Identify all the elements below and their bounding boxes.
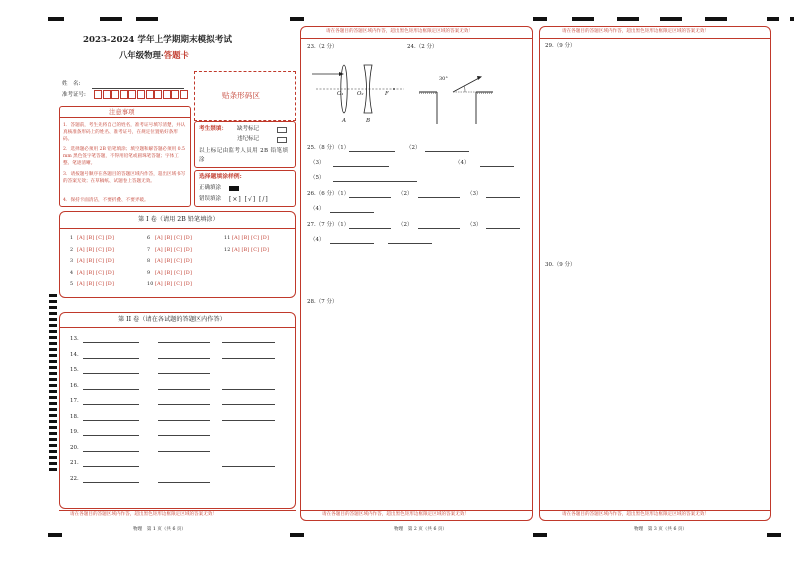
answer-line[interactable] bbox=[83, 404, 139, 405]
answer-line[interactable] bbox=[83, 389, 139, 390]
mc-option-bubbles[interactable]: [A] [B] [C] [D] bbox=[155, 282, 193, 287]
timing-mark bbox=[49, 426, 57, 429]
answer-line[interactable] bbox=[418, 197, 460, 198]
answer-line[interactable] bbox=[158, 389, 210, 390]
alignment-mark-top bbox=[572, 17, 594, 21]
page2-footer-notice: 请在各题目的答题区域内作答，超出黑色矩形边框限定区域的答案无效！ bbox=[322, 512, 470, 517]
mc-option-bubbles[interactable]: [A] [B] [C] [D] bbox=[77, 282, 115, 287]
subject-label: 八年级物理 bbox=[119, 50, 161, 60]
timing-mark bbox=[49, 360, 57, 363]
exam-subtitle bbox=[119, 51, 189, 59]
timing-mark bbox=[49, 396, 57, 399]
sub-question-label: （3） bbox=[467, 191, 482, 197]
question-30: 30.（9 分） bbox=[545, 262, 576, 268]
mc-question-row[interactable] bbox=[70, 271, 114, 276]
sub-question-label: 26.（6 分）（1） bbox=[307, 191, 350, 197]
alignment-mark-top bbox=[660, 17, 682, 21]
timing-mark bbox=[49, 354, 57, 357]
absent-mark-label: 缺考标记 bbox=[237, 126, 260, 132]
question-28: 28.（7 分） bbox=[307, 299, 338, 305]
mc-question-number: 11 bbox=[224, 236, 231, 241]
id-digit-cell[interactable] bbox=[137, 90, 145, 99]
answer-line[interactable] bbox=[330, 243, 374, 244]
sub-question-label: （2） bbox=[398, 191, 413, 197]
mc-question-number: 6 bbox=[147, 236, 151, 241]
figure-23-lenses bbox=[306, 56, 406, 128]
alignment-mark-top bbox=[767, 17, 779, 21]
answer-line[interactable] bbox=[83, 435, 139, 436]
timing-mark bbox=[49, 312, 57, 315]
student-id-label: 准考证号: bbox=[62, 92, 86, 98]
answer-line[interactable] bbox=[222, 404, 275, 405]
mc-question-row[interactable] bbox=[224, 248, 269, 253]
mc-question-row[interactable] bbox=[147, 271, 192, 276]
answer-line[interactable] bbox=[222, 342, 275, 343]
fill-sample-title: 选择题填涂样例: bbox=[199, 174, 242, 180]
part1-title: 第 I 卷（请用 2B 铅笔填涂） bbox=[138, 216, 219, 223]
id-digit-cell[interactable] bbox=[171, 90, 179, 99]
answer-line[interactable] bbox=[83, 342, 139, 343]
name-field[interactable] bbox=[92, 88, 184, 89]
timing-mark bbox=[49, 306, 57, 309]
fill-question-number: 20. bbox=[70, 444, 79, 451]
fill-question-number: 17. bbox=[70, 398, 79, 404]
exam-title: 2023-2024 学年上学期期末模拟考试 bbox=[83, 35, 232, 45]
answer-line[interactable] bbox=[222, 466, 275, 467]
mc-question-number: 10 bbox=[147, 282, 154, 287]
notice-item: 1．答题前，考生先将自己的姓名，准考证号填写清楚，并认真核准条形码上的姓名、准考证号，在规定位置贴好条形码。 bbox=[63, 123, 186, 143]
answer-line[interactable] bbox=[158, 435, 210, 436]
question-23: 23.（2 分） bbox=[307, 44, 338, 50]
answer-line[interactable] bbox=[158, 358, 210, 359]
fill-question-number: 22. bbox=[70, 475, 79, 482]
mc-question-row[interactable] bbox=[147, 248, 192, 253]
alignment-mark-bottom bbox=[533, 533, 547, 537]
mc-question-number: 5 bbox=[70, 282, 74, 287]
fill-question-number: 15. bbox=[70, 367, 79, 373]
answer-line[interactable] bbox=[158, 373, 210, 374]
mc-question-row[interactable] bbox=[70, 236, 114, 241]
alignment-mark-bottom bbox=[290, 533, 304, 537]
answer-line[interactable] bbox=[388, 243, 432, 244]
barcode-label: 贴条形码区 bbox=[222, 91, 260, 100]
id-digit-cell[interactable] bbox=[120, 90, 128, 99]
page-footer-3: 物理 第 3 页（共 6 页） bbox=[634, 527, 688, 532]
sub-question-label: （3） bbox=[467, 222, 482, 228]
mc-question-row[interactable] bbox=[147, 259, 192, 264]
mc-question-row[interactable] bbox=[70, 282, 114, 287]
subtitle-separator: · bbox=[160, 50, 164, 60]
mc-question-number: 2 bbox=[70, 247, 74, 253]
timing-mark bbox=[49, 432, 57, 435]
id-digit-cell[interactable] bbox=[128, 90, 136, 99]
part1-divider bbox=[59, 228, 296, 229]
answer-line[interactable] bbox=[83, 451, 139, 452]
alignment-mark-top bbox=[48, 17, 64, 21]
fill-question-number: 18. bbox=[70, 413, 79, 420]
mc-option-bubbles[interactable]: [A] [B] [C] [D] bbox=[232, 247, 270, 253]
timing-mark bbox=[49, 462, 57, 465]
timing-mark bbox=[49, 438, 57, 441]
timing-mark bbox=[49, 414, 57, 417]
label-o1: O₁ bbox=[337, 91, 344, 97]
exam-notes-label: 考生禁填： bbox=[199, 126, 227, 132]
timing-mark bbox=[49, 402, 57, 405]
answer-line[interactable] bbox=[330, 212, 374, 213]
timing-mark bbox=[49, 468, 57, 471]
mc-option-bubbles[interactable]: [A] [B] [C] [D] bbox=[155, 236, 193, 241]
part2-footer-divider bbox=[59, 510, 296, 511]
answer-line[interactable] bbox=[158, 342, 210, 343]
answer-line[interactable] bbox=[333, 181, 417, 182]
id-digit-cell[interactable] bbox=[94, 90, 102, 99]
answer-line[interactable] bbox=[83, 466, 139, 467]
sub-question-label: （4） bbox=[310, 206, 325, 212]
timing-mark bbox=[49, 390, 57, 393]
exam-notes-text: 以上标记由监考人员用 2B 铅笔填涂 bbox=[199, 148, 289, 163]
sub-question-label: 27.（7 分）（1） bbox=[307, 222, 350, 228]
mc-option-bubbles[interactable]: [A] [B] [C] [D] bbox=[155, 270, 193, 276]
mc-option-bubbles[interactable]: [A] [B] [C] [D] bbox=[155, 259, 193, 264]
sub-question-label: （4） bbox=[310, 237, 325, 243]
alignment-mark-top bbox=[100, 17, 122, 21]
fill-question-number: 14. bbox=[70, 351, 79, 358]
mc-question-row[interactable] bbox=[70, 259, 114, 264]
answer-line[interactable] bbox=[418, 228, 460, 229]
correct-fill-label: 正确填涂 bbox=[199, 185, 222, 191]
mc-question-number: 9 bbox=[147, 270, 151, 276]
id-digit-cell[interactable] bbox=[163, 90, 171, 99]
id-digit-cell[interactable] bbox=[154, 90, 162, 99]
timing-mark bbox=[49, 444, 57, 447]
timing-mark bbox=[49, 450, 57, 453]
notice-title: 注意事项 bbox=[109, 108, 135, 116]
mc-option-bubbles[interactable]: [A] [B] [C] [D] bbox=[77, 259, 115, 264]
fill-question-number: 13. bbox=[70, 336, 79, 342]
answer-line[interactable] bbox=[222, 420, 275, 421]
mc-option-bubbles[interactable]: [A] [B] [C] [D] bbox=[77, 247, 115, 253]
fill-question-number: 21. bbox=[70, 460, 79, 466]
page3-footer-notice: 请在各题目的答题区域内作答，超出黑色矩形边框限定区域的答案无效！ bbox=[562, 512, 710, 517]
label-o2: O₂ bbox=[357, 91, 364, 97]
page2-header-divider bbox=[300, 38, 533, 39]
sub-question-label: （2） bbox=[406, 145, 421, 151]
mc-option-bubbles[interactable]: [A] [B] [C] [D] bbox=[77, 270, 115, 276]
notice-item: 4．保持卡面清洁，不要折叠、不要弄破。 bbox=[63, 198, 149, 203]
timing-mark bbox=[49, 294, 57, 297]
answer-line[interactable] bbox=[158, 420, 210, 421]
fill-question-number: 19. bbox=[70, 429, 79, 435]
question-24: 24.（2 分） bbox=[407, 44, 438, 50]
card-label: 答题卡 bbox=[163, 50, 189, 60]
mc-question-number: 3 bbox=[70, 259, 74, 264]
alignment-mark-top bbox=[290, 17, 304, 21]
answer-line[interactable] bbox=[158, 482, 210, 483]
wrong-fill-label: 错误填涂 bbox=[199, 196, 222, 202]
alignment-mark-top bbox=[705, 17, 727, 21]
page-footer-1: 物理 第 1 页（共 6 页） bbox=[133, 527, 187, 532]
answer-line[interactable] bbox=[83, 420, 139, 421]
answer-line[interactable] bbox=[425, 151, 469, 152]
mc-question-row[interactable] bbox=[224, 236, 269, 241]
page3-header-notice: 请在各题目的答题区域内作答，超出黑色矩形边框限定区域的答案无效！ bbox=[562, 29, 710, 34]
answer-line[interactable] bbox=[222, 389, 275, 390]
mc-question-number: 12 bbox=[224, 247, 231, 253]
timing-mark bbox=[49, 348, 57, 351]
answer-line[interactable] bbox=[480, 166, 514, 167]
answer-line[interactable] bbox=[486, 197, 520, 198]
notice-item: 3．请按题号顺序在各题目的答题区域内作答，超出区域书写的答案无效；在草稿纸、试题卷上答题无效。 bbox=[63, 172, 186, 185]
timing-mark bbox=[49, 372, 57, 375]
timing-mark bbox=[49, 384, 57, 387]
part2-footer-notice: 请在各题目的答题区域内作答，超出黑色矩形边框限定区域的答案无效！ bbox=[70, 512, 218, 517]
label-f: F bbox=[385, 91, 389, 97]
alignment-mark-top bbox=[136, 17, 158, 21]
label-angle: 30° bbox=[439, 76, 448, 82]
answer-line[interactable] bbox=[349, 151, 395, 152]
part2-divider bbox=[59, 327, 296, 328]
page2-footer-divider bbox=[300, 510, 533, 511]
sub-question-label: （3） bbox=[310, 160, 325, 166]
mc-question-number: 8 bbox=[147, 259, 151, 264]
sub-question-label: （2） bbox=[398, 222, 413, 228]
answer-line[interactable] bbox=[83, 482, 139, 483]
id-digit-cell[interactable] bbox=[146, 90, 154, 99]
answer-line[interactable] bbox=[158, 451, 210, 452]
page3-frame bbox=[539, 26, 771, 521]
page3-footer-divider bbox=[539, 510, 771, 511]
timing-mark bbox=[49, 330, 57, 333]
timing-mark bbox=[49, 378, 57, 381]
mc-question-row[interactable] bbox=[147, 282, 192, 287]
part2-title: 第 II 卷（请在各试题的答题区内作答） bbox=[118, 316, 226, 323]
label-lens-a: A bbox=[342, 118, 347, 124]
page-footer-2: 物理 第 2 页（共 6 页） bbox=[394, 527, 448, 532]
answer-line[interactable] bbox=[158, 404, 210, 405]
name-label: 姓 名: bbox=[62, 81, 81, 87]
figure-24-mirrors bbox=[415, 70, 495, 126]
violation-mark-label: 违纪标记 bbox=[237, 136, 260, 142]
answer-line[interactable] bbox=[222, 358, 275, 359]
sub-question-label: （4） bbox=[455, 160, 470, 166]
timing-mark bbox=[49, 300, 57, 303]
timing-mark bbox=[49, 366, 57, 369]
id-digit-cell[interactable] bbox=[180, 90, 188, 99]
fill-question-number: 16. bbox=[70, 382, 79, 389]
timing-mark bbox=[49, 318, 57, 321]
mc-option-bubbles[interactable]: [A] [B] [C] [D] bbox=[155, 247, 193, 253]
answer-line[interactable] bbox=[349, 197, 391, 198]
timing-mark bbox=[49, 408, 57, 411]
alignment-mark-top bbox=[617, 17, 639, 21]
wrong-fill-marks: [×] [√] [/] bbox=[229, 196, 269, 203]
mc-option-bubbles[interactable]: [A] [B] [C] [D] bbox=[232, 236, 270, 241]
answer-line[interactable] bbox=[83, 358, 139, 359]
mc-question-row[interactable] bbox=[70, 248, 114, 253]
absent-mark-box[interactable] bbox=[277, 127, 287, 133]
sub-question-label: 25.（8 分）（1） bbox=[307, 145, 350, 151]
timing-mark bbox=[49, 336, 57, 339]
question-29: 29.（9 分） bbox=[545, 43, 576, 49]
label-lens-b: B bbox=[366, 118, 371, 124]
page2-header-notice: 请在各题目的答题区域内作答，超出黑色矩形边框限定区域的答案无效！ bbox=[326, 29, 474, 34]
mc-option-bubbles[interactable]: [A] [B] [C] [D] bbox=[77, 236, 115, 241]
timing-mark bbox=[49, 420, 57, 423]
answer-line[interactable] bbox=[349, 228, 391, 229]
id-digit-cell[interactable] bbox=[111, 90, 119, 99]
answer-line[interactable] bbox=[83, 373, 139, 374]
sub-question-label: （5） bbox=[310, 175, 325, 181]
violation-mark-box[interactable] bbox=[277, 137, 287, 143]
mc-question-row[interactable] bbox=[147, 236, 192, 241]
mc-question-number: 7 bbox=[147, 247, 151, 253]
timing-mark bbox=[49, 324, 57, 327]
alignment-mark-top bbox=[790, 17, 794, 21]
mc-question-number: 1 bbox=[70, 236, 74, 241]
mc-question-number: 4 bbox=[70, 270, 74, 276]
alignment-mark-top bbox=[533, 17, 547, 21]
timing-mark bbox=[49, 342, 57, 345]
answer-line[interactable] bbox=[486, 228, 520, 229]
alignment-mark-bottom bbox=[48, 533, 62, 537]
notice-divider bbox=[59, 117, 191, 118]
notice-item: 2．选择题必须用 2B 铅笔填涂；填空题和解答题必须用 0.5 mm 黑色签字笔答题，不得用铅笔或圆珠笔答题；字体工整、笔迹清晰。 bbox=[63, 147, 185, 167]
timing-mark bbox=[49, 456, 57, 459]
page3-header-divider bbox=[539, 38, 771, 39]
correct-fill-sample bbox=[229, 186, 239, 191]
id-digit-cell[interactable] bbox=[103, 90, 111, 99]
alignment-mark-bottom bbox=[767, 533, 781, 537]
answer-line[interactable] bbox=[333, 166, 389, 167]
